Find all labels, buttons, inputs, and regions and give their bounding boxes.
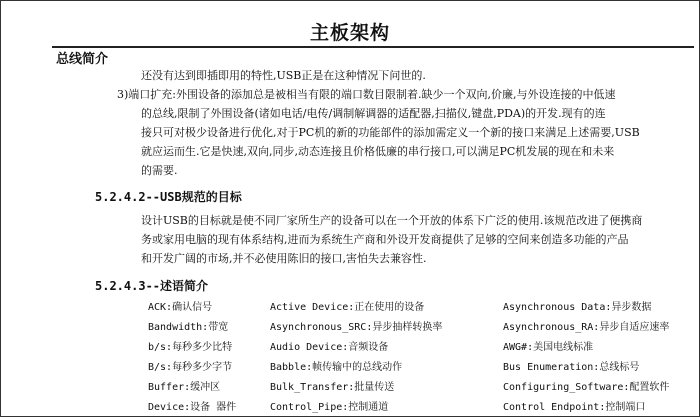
glossary-term: b/s:每秒多少比特	[148, 342, 233, 353]
paragraph-line: 和开发广阔的市场,并不必使用陈旧的接口,害怕失去兼容性.	[141, 252, 427, 265]
glossary-term: Audio Device:音频设备	[270, 342, 389, 353]
page-title: 主板架构	[309, 22, 390, 44]
paragraph-line: 的总线,限制了外围设备(诸如电话/电传/调制解调器的适配器,扫描仪,键盘,PDA)的开发.现有的连	[141, 107, 606, 120]
glossary-term: AWG#:美国电线标准	[503, 342, 594, 353]
glossary-term: B/s:每秒多少字节	[148, 362, 233, 373]
glossary-term: Bus Enumeration:总线标号	[503, 362, 640, 373]
intro-line: 还没有达到即插即用的特性,USB正是在这种情况下问世的.	[141, 69, 426, 82]
glossary-term: Control_Pipe:控制通道	[270, 402, 389, 413]
paragraph-line: 务或家用电脑的现有体系结构,进而为系统生产商和外设开发商提供了足够的空间来创造多功能的产品	[141, 233, 629, 246]
glossary-term: Active Device:正在使用的设备	[270, 302, 425, 313]
glossary-term: ACK:确认信号	[148, 302, 213, 313]
section-heading: 总线简介	[56, 52, 109, 67]
glossary-term: Bandwidth:带宽	[148, 322, 229, 333]
paragraph-line: 接只可对极少设备进行优化,对于PC机的新的功能部件的添加需定义一个新的接口来满足上述需要,USB	[141, 126, 640, 139]
glossary-term: Device:设备 器件	[148, 402, 237, 413]
glossary-term: Asynchronous_SRC:异步抽样转换率	[270, 322, 443, 333]
glossary-term: Configuring_Software:配置软件	[503, 382, 670, 393]
paragraph-line: 设计USB的目标就是使不同厂家所生产的设备可以在一个开放的体系下广泛的使用.该规范改进了便携商	[141, 214, 643, 227]
paragraph-line: 3)端口扩充:外围设备的添加总是被相当有限的端口数目限制着.缺少一个双向,价廉,与外设连接的中低速	[117, 88, 616, 101]
glossary-term: Bulk_Transfer:批量传送	[270, 382, 395, 393]
subsection-heading-522: 5.2.4.2--USB规范的目标	[95, 190, 242, 204]
glossary-term: Buffer:缓冲区	[148, 382, 221, 393]
paragraph-line: 就应运而生.它是快速,双向,同步,动态连接且价格低廉的串行接口,可以满足PC机发展的现在和未来	[141, 145, 615, 158]
title-divider	[52, 46, 694, 48]
glossary-term: Control Endpoint:控制端口	[503, 402, 646, 413]
subsection-heading-523: 5.2.4.3--述语简介	[95, 279, 209, 293]
paragraph-line: 的需要.	[141, 164, 178, 177]
glossary-term: Asynchronous Data:异步数据	[503, 302, 652, 313]
glossary-term: Babble:帧传输中的总线动作	[270, 362, 403, 373]
glossary-term: Asynchronous_RA:异步自适应速率	[503, 322, 670, 333]
